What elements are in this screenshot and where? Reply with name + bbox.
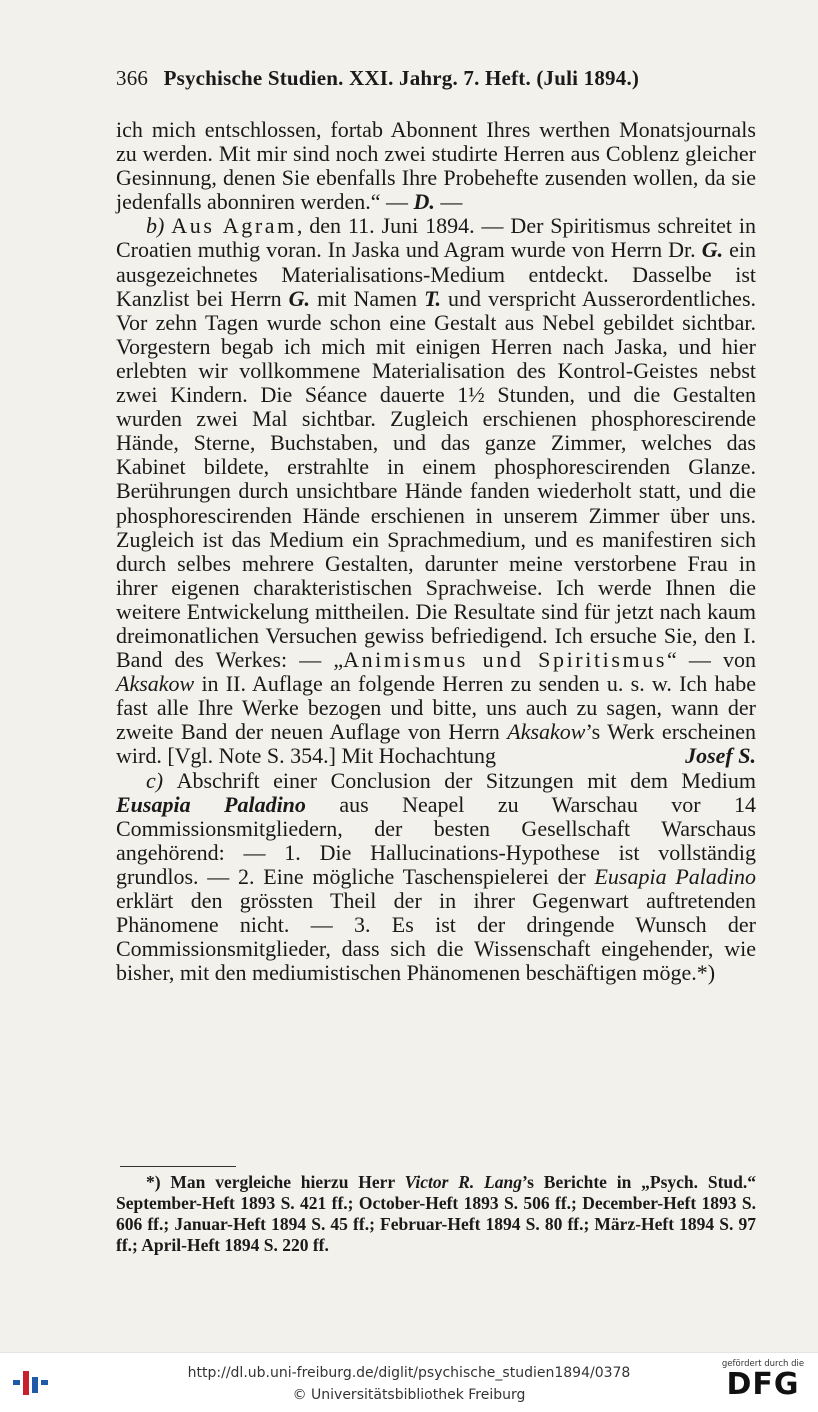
signature: Josef S. bbox=[685, 743, 756, 769]
signature-initial: D. bbox=[413, 189, 435, 215]
text-run: , den 11. Juni 1894. — Der Spiritismus schreitet in Croatien muthig voran. In Jaska und Agram wurde von Herrn Dr. bbox=[116, 213, 756, 263]
paragraph-c-conclusion bbox=[116, 769, 756, 986]
section-label: c) bbox=[146, 767, 177, 793]
text-run: erklärt den grössten Theil der in ihrer Gegenwart auftretenden Phänomene nicht. — 3. Es ist der dringende Wunsch der Commissionsmitglieder, dass sich die Wissenschaft eingehender, wie bisher, mit den mediumistischen Phänomenen beschäftigen möge.*) bbox=[116, 888, 756, 986]
paragraph-letter-end bbox=[116, 118, 756, 214]
text-run: in II. Auflage an folgende Herren zu senden u. s. w. Ich habe fast alle Ihre Werke bezogen und bitte, uns auch zu sagen, wann der zweite Band der neuen Auflage von Herrn bbox=[116, 671, 756, 745]
initial-g: G. bbox=[701, 237, 724, 263]
page-number: 366 bbox=[116, 66, 149, 90]
running-header bbox=[116, 66, 756, 91]
dfg-wordmark: DFG bbox=[726, 1367, 800, 1402]
copyright-notice: © Universitätsbibliothek Freiburg bbox=[292, 1387, 526, 1403]
text-run: ’s Werk erscheinen wird. [Vgl. Note S. 354.] Mit Hochachtung bbox=[116, 719, 756, 769]
initial-t: T. bbox=[424, 285, 441, 311]
footnote-rule bbox=[120, 1166, 236, 1167]
text-run: ’s Berichte in „Psych. Stud.“ September-Heft 1893 S. 421 ff.; October-Heft 1893 S. 506 ff.; December-Heft 1893 S. 606 ff.; Januar-Heft 1894 S. 45 ff.; Februar-Heft 1894 S. 80 ff.; März-Heft 1894 S. 97 ff.; April-Heft 1894 S. 220 ff. bbox=[116, 1172, 756, 1255]
permalink-url[interactable]: http://dl.ub.uni-freiburg.de/diglit/psychische_studien1894/0378 bbox=[187, 1365, 631, 1381]
dfg-logo bbox=[718, 1359, 808, 1400]
initial-g: G. bbox=[288, 285, 311, 311]
running-title: Psychische Studien. XXI. Jahrg. 7. Heft. (Juli 1894.) bbox=[163, 66, 640, 90]
place-name: Aus Agram bbox=[171, 213, 297, 239]
author-name: Victor R. Lang bbox=[404, 1172, 522, 1192]
section-label: b) bbox=[146, 213, 172, 239]
author-name: Aksakow bbox=[507, 719, 586, 745]
medium-name: Eusapia Paladino bbox=[594, 863, 757, 889]
text-run: aus Neapel zu Warschau vor 14 Commissionsmitgliedern, der besten Gesellschaft Warschaus angehörend: — 1. Die Hallucinations-Hypothese ist vollständig grundlos. — 2. Eine mögliche Taschenspielerei der bbox=[116, 791, 757, 889]
footnote bbox=[116, 1172, 756, 1256]
text-run: mit Namen bbox=[310, 285, 425, 311]
text-run: ich mich entschlossen, fortab Abonnent Ihres werthen Monatsjournals zu werden. Mit mir sind noch zwei studirte Herren aus Coblenz gleicher Gesinnung, denen Sie ebenfalls Ihre Probehefte zusenden wollen, da sie jedenfalls abonniren werden.“ — bbox=[116, 117, 756, 215]
body-text bbox=[116, 118, 756, 985]
text-run: ein ausgezeichnetes Materialisations-Medium entdeckt. Dasselbe ist Kanzlist bei Herrn bbox=[116, 237, 756, 311]
dfg-tagline: gefördert durch die bbox=[721, 1359, 805, 1369]
text-run: — bbox=[434, 189, 463, 215]
paragraph-b-agram bbox=[116, 214, 756, 768]
medium-name: Eusapia Paladino bbox=[116, 791, 306, 817]
text-run: und verspricht Ausserordentliches. Vor zehn Tagen wurde schon eine Gestalt aus Nebel gebildet sichtbar. Vorgestern begab ich mich mit einigen Herren nach Jaska, und hier erlebten wir vollkommene Materialisation des Kontrol-Geistes nebst zwei Kindern. Die Séance dauerte 1½ Stunden, und die Gestalten wurden zwei Mal sichtbar. Zugleich erschienen phosphorescirende Hände, Sterne, Buchstaben, und das ganze Zimmer, welches das Kabinet bildete, erstrahlte in einem phosphorescirenden Glanze. Berührungen durch unsichtbare Hände fanden wiederholt statt, und die phosphorescirenden Hände erschienen in unserem Zimmer über uns. Zugleich ist das Medium ein Sprachmedium, und es manifestiren sich durch selbes mehrere Gestalten, darunter meine verstorbene Frau in ihrer eigenen charakteristischen Sprachweise. Ich werde Ihnen die weitere Entwickelung mittheilen. Die Resultate sind für jetzt nach kaum dreimonatlichen Versuchen gewiss befriedigend. Ich ersuche Sie, den I. Band des Werkes: — „ bbox=[116, 285, 757, 673]
footer-bar bbox=[0, 1352, 818, 1412]
author-name: Aksakow bbox=[116, 671, 195, 697]
book-title: Animismus und Spiritismus bbox=[343, 647, 668, 673]
text-run: *) Man vergleiche hierzu Herr bbox=[146, 1172, 405, 1192]
text-run: “ — von bbox=[667, 647, 756, 673]
text-run: Abschrift einer Conclusion der Sitzungen mit dem Medium bbox=[176, 767, 756, 793]
